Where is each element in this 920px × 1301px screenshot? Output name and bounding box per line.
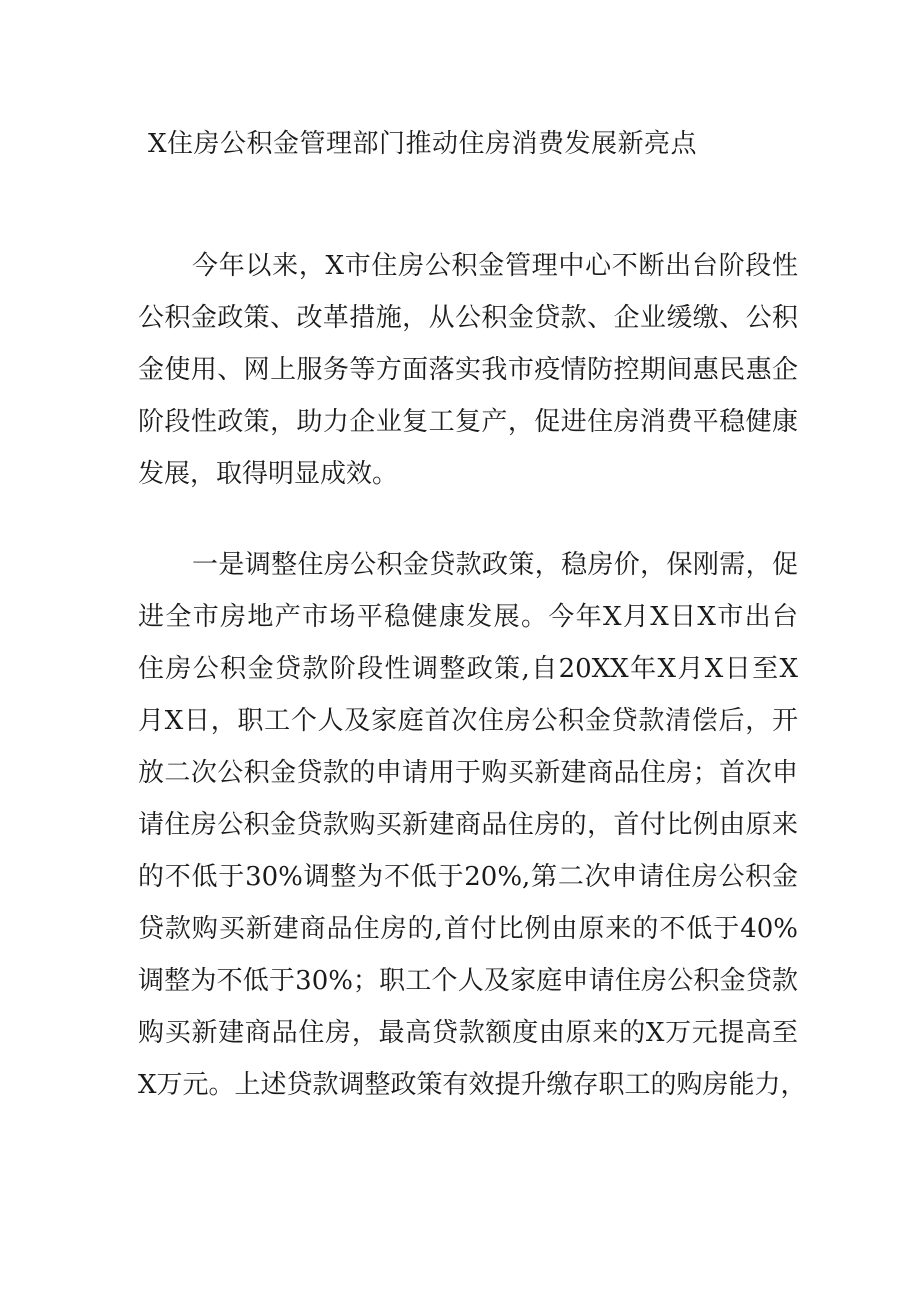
- paragraph-line: 一是调整住房公积金贷款政策，稳房价，保刚需，促: [192, 550, 798, 580]
- paragraph-line: 今年以来，X市住房公积金管理中心不断出台阶段性: [192, 251, 798, 281]
- document-title: X住房公积金管理部门推动住房消费发展新亮点: [148, 129, 698, 159]
- paragraph-line: 的不低于30%调整为不低于20%,第二次申请住房公积金: [138, 862, 798, 892]
- paragraph-line: 发展，取得明显成效。: [138, 459, 399, 489]
- paragraph-line: 公积金政策、改革措施，从公积金贷款、企业缓缴、公积: [138, 303, 798, 333]
- paragraph-line: 贷款购买新建商品住房的,首付比例由原来的不低于40%: [138, 914, 798, 944]
- paragraph-line: 金使用、网上服务等方面落实我市疫情防控期间惠民惠企: [138, 355, 798, 385]
- paragraph-line: 月X日，职工个人及家庭首次住房公积金贷款清偿后，开: [138, 706, 798, 736]
- paragraph-line: 住房公积金贷款阶段性调整政策,自20XX年X月X日至X: [138, 654, 798, 684]
- paragraph-intro: [138, 240, 798, 500]
- paragraph-loan-policy: [138, 539, 807, 1111]
- paragraph-line: 放二次公积金贷款的申请用于购买新建商品住房；首次申: [138, 758, 798, 788]
- paragraph-line: 进全市房地产市场平稳健康发展。今年X月X日X市出台: [138, 602, 798, 632]
- paragraph-line: 购买新建商品住房，最高贷款额度由原来的X万元提高至: [138, 1018, 798, 1048]
- paragraph-line: X万元。上述贷款调整政策有效提升缴存职工的购房能力，: [138, 1070, 807, 1100]
- paragraph-line: 请住房公积金贷款购买新建商品住房的，首付比例由原来: [138, 810, 798, 840]
- paragraph-line: 阶段性政策，助力企业复工复产，促进住房消费平稳健康: [138, 407, 798, 437]
- paragraph-line: 调整为不低于30%；职工个人及家庭申请住房公积金贷款: [138, 966, 798, 996]
